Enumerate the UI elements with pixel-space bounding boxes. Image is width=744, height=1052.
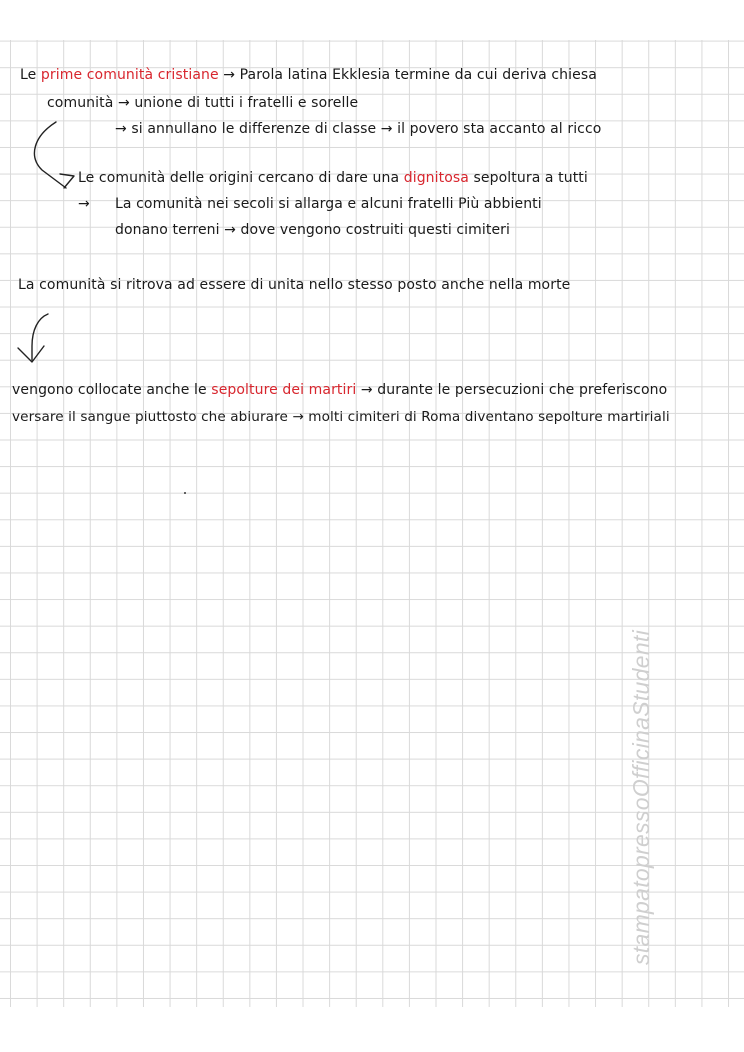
line-1-rest: → Parola latina Ekklesia termine da cui deriva chiesa xyxy=(218,67,597,83)
note-line-2: comunità → unione di tutti i fratelli e sorelle xyxy=(47,95,359,111)
line-8-rest: → durante le persecuzioni che preferiscono xyxy=(356,382,668,398)
line-8-prefix: vengono collocate anche le xyxy=(12,382,212,398)
note-line-5-arrow: → xyxy=(78,196,90,212)
highlight-dignitosa: dignitosa xyxy=(403,170,469,186)
ink-dot xyxy=(184,492,186,494)
watermark-text: stampatopressoOfficinaStudenti xyxy=(628,629,654,965)
highlight-sepolture-martiri: sepolture dei martiri xyxy=(211,382,357,398)
note-line-9: versare il sangue piuttosto che abiurare → molti cimiteri di Roma diventano sepolture martiriali xyxy=(12,409,670,425)
curved-bracket-doodle xyxy=(28,118,78,193)
note-line-4 xyxy=(78,169,588,187)
highlight-prime-comunita: prime comunità cristiane xyxy=(40,67,219,83)
note-line-8 xyxy=(12,381,667,399)
note-line-3: → si annullano le differenze di classe → il povero sta accanto al ricco xyxy=(115,121,602,137)
note-line-6: donano terreni → dove vengono costruiti questi cimiteri xyxy=(115,222,511,238)
line-1-prefix: Le xyxy=(20,67,41,83)
line-4-prefix: Le comunità delle origini cercano di dare una xyxy=(78,170,404,186)
note-line-7: La comunità si ritrova ad essere di unita nello stesso posto anche nella morte xyxy=(18,277,571,293)
line-4-rest: sepoltura a tutti xyxy=(468,170,588,186)
curved-down-arrow-doodle xyxy=(12,310,57,370)
note-line-5: La comunità nei secoli si allarga e alcuni fratelli Più abbienti xyxy=(115,196,542,212)
note-line-1 xyxy=(20,66,597,84)
